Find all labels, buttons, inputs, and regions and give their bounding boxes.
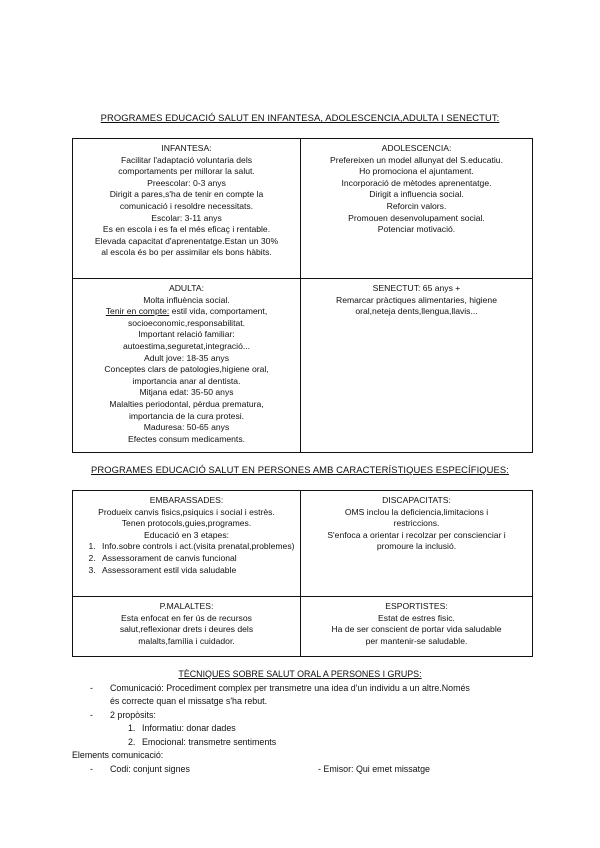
discapacitats-line: S'enfoca a orientar i recolzar per conscienciar i bbox=[327, 529, 506, 540]
adulta-line: Malalties periodontal, pèrdua prematura, bbox=[109, 398, 264, 409]
infantesa-line: Dirigit a pares,s'ha de tenir en compte la bbox=[109, 189, 264, 200]
malaltes-line: salut,reflexionar drets i deures dels bbox=[119, 624, 254, 635]
adulta-tenir-line bbox=[76, 306, 297, 318]
esportistes-line: Ha de ser conscient de portar vida saludable bbox=[331, 624, 502, 635]
esportistes-line: per mantenir-se saludable. bbox=[365, 635, 468, 646]
cell-esportistes bbox=[301, 597, 533, 657]
step-item: 3. Assessorament estil vida saludable bbox=[98, 565, 297, 577]
adulta-line: Adult jove: 18-35 anys bbox=[143, 352, 230, 363]
adulta-line: Conceptes clars de patologies,higiene oral, bbox=[104, 364, 269, 375]
adulta-title: ADULTA: bbox=[168, 283, 205, 293]
adolescencia-line: Prefereixen un model allunyat del S.educatiu. bbox=[330, 154, 503, 165]
infantesa-line: Preescolar: 0-3 anys bbox=[147, 177, 226, 188]
section2-heading: PROGRAMES EDUCACIÓ SALUT EN PERSONES AMB CARACTERÍSTIQUES ESPECÍFIQUES: bbox=[91, 464, 509, 475]
adulta-line: Important relació familiar: bbox=[138, 329, 235, 340]
embarassades-title: EMBARASSADES: bbox=[149, 495, 224, 505]
adolescencia-line: Ho promociona el ajuntament. bbox=[359, 166, 474, 177]
discapacitats-title: DISCAPACITATS: bbox=[382, 495, 451, 505]
adulta-line: Molta influència social. bbox=[143, 294, 230, 305]
adulta-line: importancia de la cura protesi. bbox=[128, 410, 245, 421]
purpose-item bbox=[0, 736, 600, 750]
purpose-text: Emocional: transmetre sentiments bbox=[142, 736, 277, 747]
malaltes-line: malalts,família i cuidador. bbox=[138, 635, 235, 646]
adulta-line: socioeconomic,responsabilitat. bbox=[127, 317, 246, 328]
step-item: 2. Assessorament de canvis funcional bbox=[98, 553, 297, 565]
section1-heading: PROGRAMES EDUCACIÓ SALUT EN INFANTESA, ADOLESCENCIA,ADULTA I SENECTUT: bbox=[100, 112, 500, 123]
bullet-elements bbox=[0, 763, 600, 777]
senectut-line: Remarcar pràctiques alimentaries, higiene bbox=[336, 294, 497, 305]
embarassades-line: Produeix canvis fisics,psiquics i social i estrès. bbox=[98, 506, 275, 517]
cell-embarassades bbox=[73, 491, 301, 597]
purpose-item bbox=[0, 722, 600, 736]
adolescencia-line: Potenciar motivació. bbox=[377, 224, 456, 235]
senectut-title: SENECTUT: 65 anys + bbox=[372, 283, 461, 293]
infantesa-line: comunicació i resoldre necessitats. bbox=[119, 200, 254, 211]
dash-marker: - bbox=[90, 709, 93, 720]
emisor-text: - Emisor: Qui emet missatge bbox=[318, 763, 430, 774]
adulta-line: Mitjana edat: 35-50 anys bbox=[139, 387, 234, 398]
step-item: 1. Info.sobre controls i act.(visita prenatal,problemes) bbox=[98, 541, 297, 553]
infantesa-line: comportaments per millorar la salut. bbox=[118, 166, 255, 177]
tenir-en-compte-text: estil vida, comportament, bbox=[169, 306, 268, 317]
infantesa-line: Escolar: 3-11 anys bbox=[151, 212, 222, 223]
cell-senectut bbox=[301, 279, 533, 453]
adolescencia-title: ADOLESCENCIA: bbox=[381, 143, 452, 153]
malaltes-title: P.MALALTES: bbox=[159, 601, 214, 611]
infantesa-line: Es en escola i es fa el més eficaç i rentable. bbox=[102, 224, 271, 235]
elements-label: Elements comunicació: bbox=[72, 750, 164, 760]
embarassades-steps bbox=[76, 541, 297, 576]
comunicacio-continuation bbox=[0, 695, 600, 709]
comunicacio-line1: Comunicació: Procediment complex per transmetre una idea d'un individu a un altre.Només bbox=[110, 682, 470, 693]
embarassades-line: Educació en 3 etapes: bbox=[143, 529, 230, 540]
adolescencia-line: Reforcin valors. bbox=[386, 200, 447, 211]
tenir-en-compte-label: Tenir en compte: bbox=[105, 306, 170, 317]
infantesa-title: INFANTESA: bbox=[161, 143, 212, 153]
adolescencia-line: Incorporació de mètodes aprenentatge. bbox=[341, 177, 492, 188]
purpose-number: 2. bbox=[128, 736, 136, 747]
adulta-line: importancia anar al dentista. bbox=[132, 375, 241, 386]
dash-marker: - bbox=[90, 682, 93, 693]
purpose-text: Informatiu: donar dades bbox=[142, 723, 236, 733]
embarassades-line: Tenen protocols,guies,programes. bbox=[121, 518, 252, 529]
senectut-line: oral,neteja dents,llengua,llavis... bbox=[355, 306, 478, 317]
cell-adulta bbox=[73, 279, 301, 453]
specific-programs-table bbox=[72, 490, 533, 657]
codi-text: Codi: conjunt signes bbox=[110, 763, 190, 774]
bullet-comunicacio bbox=[0, 682, 600, 696]
section3-heading: TÈCNIQUES SOBRE SALUT ORAL A PERSONES I GRUPS: bbox=[178, 669, 422, 679]
infantesa-line: Elevada capacitat d'aprenentatge.Estan un 30% bbox=[94, 235, 279, 246]
discapacitats-line: restriccions. bbox=[393, 518, 440, 529]
cell-adolescencia bbox=[301, 139, 533, 279]
cell-malaltes bbox=[73, 597, 301, 657]
discapacitats-line: OMS inclou la deficiencia,limitacions i bbox=[344, 506, 489, 517]
purpose-number: 1. bbox=[128, 723, 136, 733]
esportistes-title: ESPORTISTES: bbox=[385, 601, 448, 611]
adulta-line: autoestima,seguretat,integració... bbox=[122, 340, 251, 351]
discapacitats-line: promoure la inclusió. bbox=[376, 541, 457, 552]
adolescencia-line: Promouen desenvolupament social. bbox=[348, 212, 485, 223]
adulta-line: Efectes consum medicaments. bbox=[127, 433, 246, 444]
esportistes-line: Estat de estres fisic. bbox=[378, 612, 455, 623]
cell-discapacitats bbox=[301, 491, 533, 597]
infantesa-line: Facilitar l'adaptació voluntaria dels bbox=[120, 154, 253, 165]
proposits-label: 2 propòsits: bbox=[110, 709, 156, 720]
dash-marker: - bbox=[90, 763, 93, 774]
cell-infantesa bbox=[73, 139, 301, 279]
adolescencia-line: Dirigit a influencia social. bbox=[369, 189, 464, 200]
malaltes-line: Esta enfocat en fer ús de recursos bbox=[121, 612, 252, 623]
comunicacio-line2: és correcte quan el missatge s'ha rebut. bbox=[110, 696, 268, 706]
bullet-proposits bbox=[0, 709, 600, 723]
infantesa-line: al escola és bo per assimilar els bons hàbits. bbox=[101, 247, 272, 258]
age-programs-table bbox=[72, 138, 533, 453]
adulta-line: Maduresa: 50-65 anys bbox=[143, 422, 230, 433]
techniques-section bbox=[0, 668, 600, 776]
